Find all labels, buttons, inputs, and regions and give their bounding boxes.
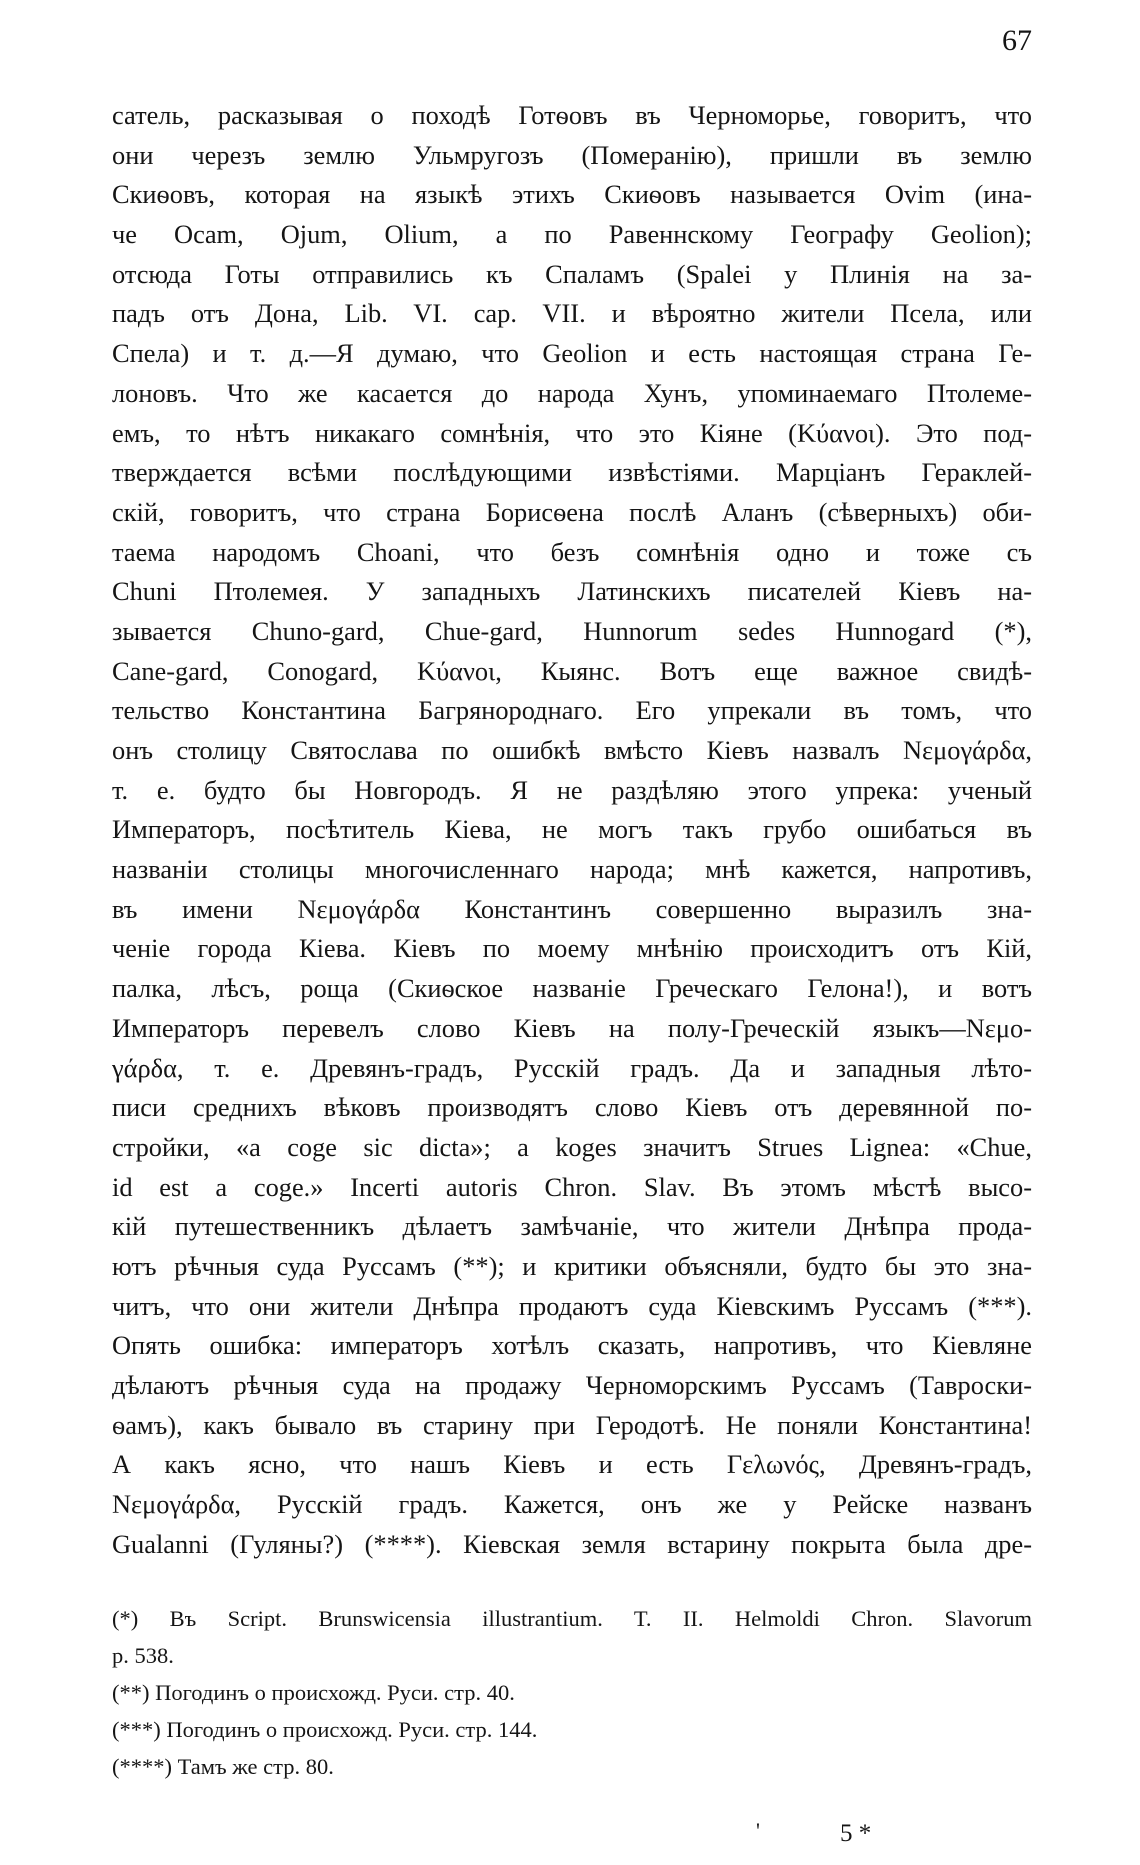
text-line: скій, говоритъ, что страна Борисѳена послѣ Аланъ (сѣверныхъ) оби- xyxy=(112,496,1032,527)
footnote-line: (***) Погодинъ о происхожд. Руси. стр. 144. xyxy=(112,1717,538,1742)
text-line: Cane-gard, Conogard, Κύανοι, Кыянс. Вотъ еще важное свидѣ- xyxy=(112,655,1032,686)
footnote-line: p. 538. xyxy=(112,1643,174,1668)
text-line: въ имени Νεμογάρδα Константинъ совершенно выразилъ зна- xyxy=(112,893,1032,924)
text-line: ютъ рѣчныя суда Руссамъ (**); и критики объясняли, будто бы это зна- xyxy=(112,1250,1032,1281)
text-line: Chuni Птолемея. У западныхъ Латинскихъ писателей Кіевъ на- xyxy=(112,576,1032,607)
footnote-line: (**) Погодинъ о происхожд. Руси. стр. 40. xyxy=(112,1680,515,1705)
text-line: Gualanni (Гуляны?) (****). Кіевская земля встарину покрыта была дре- xyxy=(112,1528,1032,1559)
footnotes xyxy=(112,1600,1032,1785)
text-line: зывается Chuno-gard, Chue-gard, Hunnorum sedes Hunnogard (*), xyxy=(112,615,1032,646)
text-line: ѳамъ), какъ бывало въ старину при Геродотѣ. Не поняли Константина! xyxy=(112,1409,1032,1440)
page-number: 67 xyxy=(1002,24,1032,57)
text-line: сатель, расказывая о походѣ Готѳовъ въ Черноморье, говоритъ, что xyxy=(112,100,1032,130)
text-line: стройки, «a coge sic dicta»; a koges значитъ Strues Lignea: «Chue, xyxy=(112,1131,1032,1162)
text-line: падъ отъ Дона, Lib. VI. cap. VII. и вѣроятно жители Псела, или xyxy=(112,298,1032,329)
text-line: Спела) и т. д.—Я думаю, что Geolion и есть настоящая страна Ге- xyxy=(112,338,1032,369)
footnote-line: (****) Тамъ же стр. 80. xyxy=(112,1754,334,1779)
text-line: Императоръ, посѣтитель Кіева, не могъ такъ грубо ошибаться въ xyxy=(112,814,1032,845)
text-line: тверждается всѣми послѣдующими извѣстіями. Марціанъ Гераклей- xyxy=(112,457,1032,488)
text-line: писи среднихъ вѣковъ производятъ слово Кіевъ отъ деревянной по- xyxy=(112,1092,1032,1123)
text-line: отсюда Готы отправились къ Спаламъ (Spalei у Плинія на за- xyxy=(112,258,1032,289)
main-text xyxy=(112,96,1032,1564)
signature-mark: 5 * xyxy=(840,1820,872,1847)
text-line: онъ столицу Святослава по ошибкѣ вмѣсто Кіевъ назвалъ Νεμογάρδα, xyxy=(112,735,1032,765)
text-line: они черезъ землю Ульмругозъ (Померанію), пришли въ землю xyxy=(112,139,1032,170)
text-line: т. е. будто бы Новгородъ. Я не раздѣляю этого упрека: ученый xyxy=(112,774,1032,805)
text-line: че Оcam, Ojum, Olium, а по Равеннскому Географу Geolion); xyxy=(112,219,1032,250)
text-line: Νεμογάρδα, Русскій градъ. Кажется, онъ же у Рейске названъ xyxy=(112,1489,1032,1520)
footnote-line: (*) Въ Script. Brunswicensia illustrantium. T. II. Helmoldi Chron. Slavorum xyxy=(112,1606,1032,1631)
text-line: А какъ ясно, что нашъ Кіевъ и есть Γελωνός, Древянъ-градъ, xyxy=(112,1449,1032,1480)
text-line: палка, лѣсъ, роща (Скиѳское названіе Греческаго Гелона!), и вотъ xyxy=(112,973,1032,1004)
text-line: γάρδα, т. е. Древянъ-градъ, Русскій градъ. Да и западныя лѣто- xyxy=(112,1052,1032,1083)
margin-tick: ' xyxy=(756,1818,760,1843)
text-line: таема народомъ Choani, что безъ сомнѣнія одно и тоже съ xyxy=(112,536,1032,567)
text-line: Скиѳовъ, которая на языкѣ этихъ Скиѳовъ называется Ovim (ина- xyxy=(112,179,1032,210)
text-line: названіи столицы многочисленнаго народа; мнѣ кажется, напротивъ, xyxy=(112,854,1032,885)
text-line: id est a coge.» Incerti autoris Chron. Slav. Въ этомъ мѣстѣ высо- xyxy=(112,1171,1032,1202)
text-line: тельство Константина Багрянороднаго. Его упрекали въ томъ, что xyxy=(112,695,1032,726)
text-line: дѣлаютъ рѣчныя суда на продажу Черноморскимъ Руссамъ (Тавроски- xyxy=(112,1370,1032,1400)
text-line: Императоръ перевелъ слово Кіевъ на полу-Греческій языкъ—Νεμο- xyxy=(112,1012,1032,1043)
text-line: емъ, то нѣтъ никакаго сомнѣнія, что это Кіяне (Κύανοι). Это под- xyxy=(112,417,1032,448)
text-line: читъ, что они жители Днѣпра продаютъ суда Кіевскимъ Руссамъ (***). xyxy=(112,1290,1032,1321)
text-line: Опять ошибка: императоръ хотѣлъ сказать, напротивъ, что Кіевляне xyxy=(112,1330,1032,1361)
text-line: лоновъ. Что же касается до народа Хунъ, упоминаемаго Птолеме- xyxy=(112,377,1032,408)
text-line: кій путешественникъ дѣлаетъ замѣчаніе, что жители Днѣпра прода- xyxy=(112,1211,1032,1242)
text-line: ченіе города Кіева. Кіевъ по моему мнѣнію происходитъ отъ Кій, xyxy=(112,933,1032,964)
